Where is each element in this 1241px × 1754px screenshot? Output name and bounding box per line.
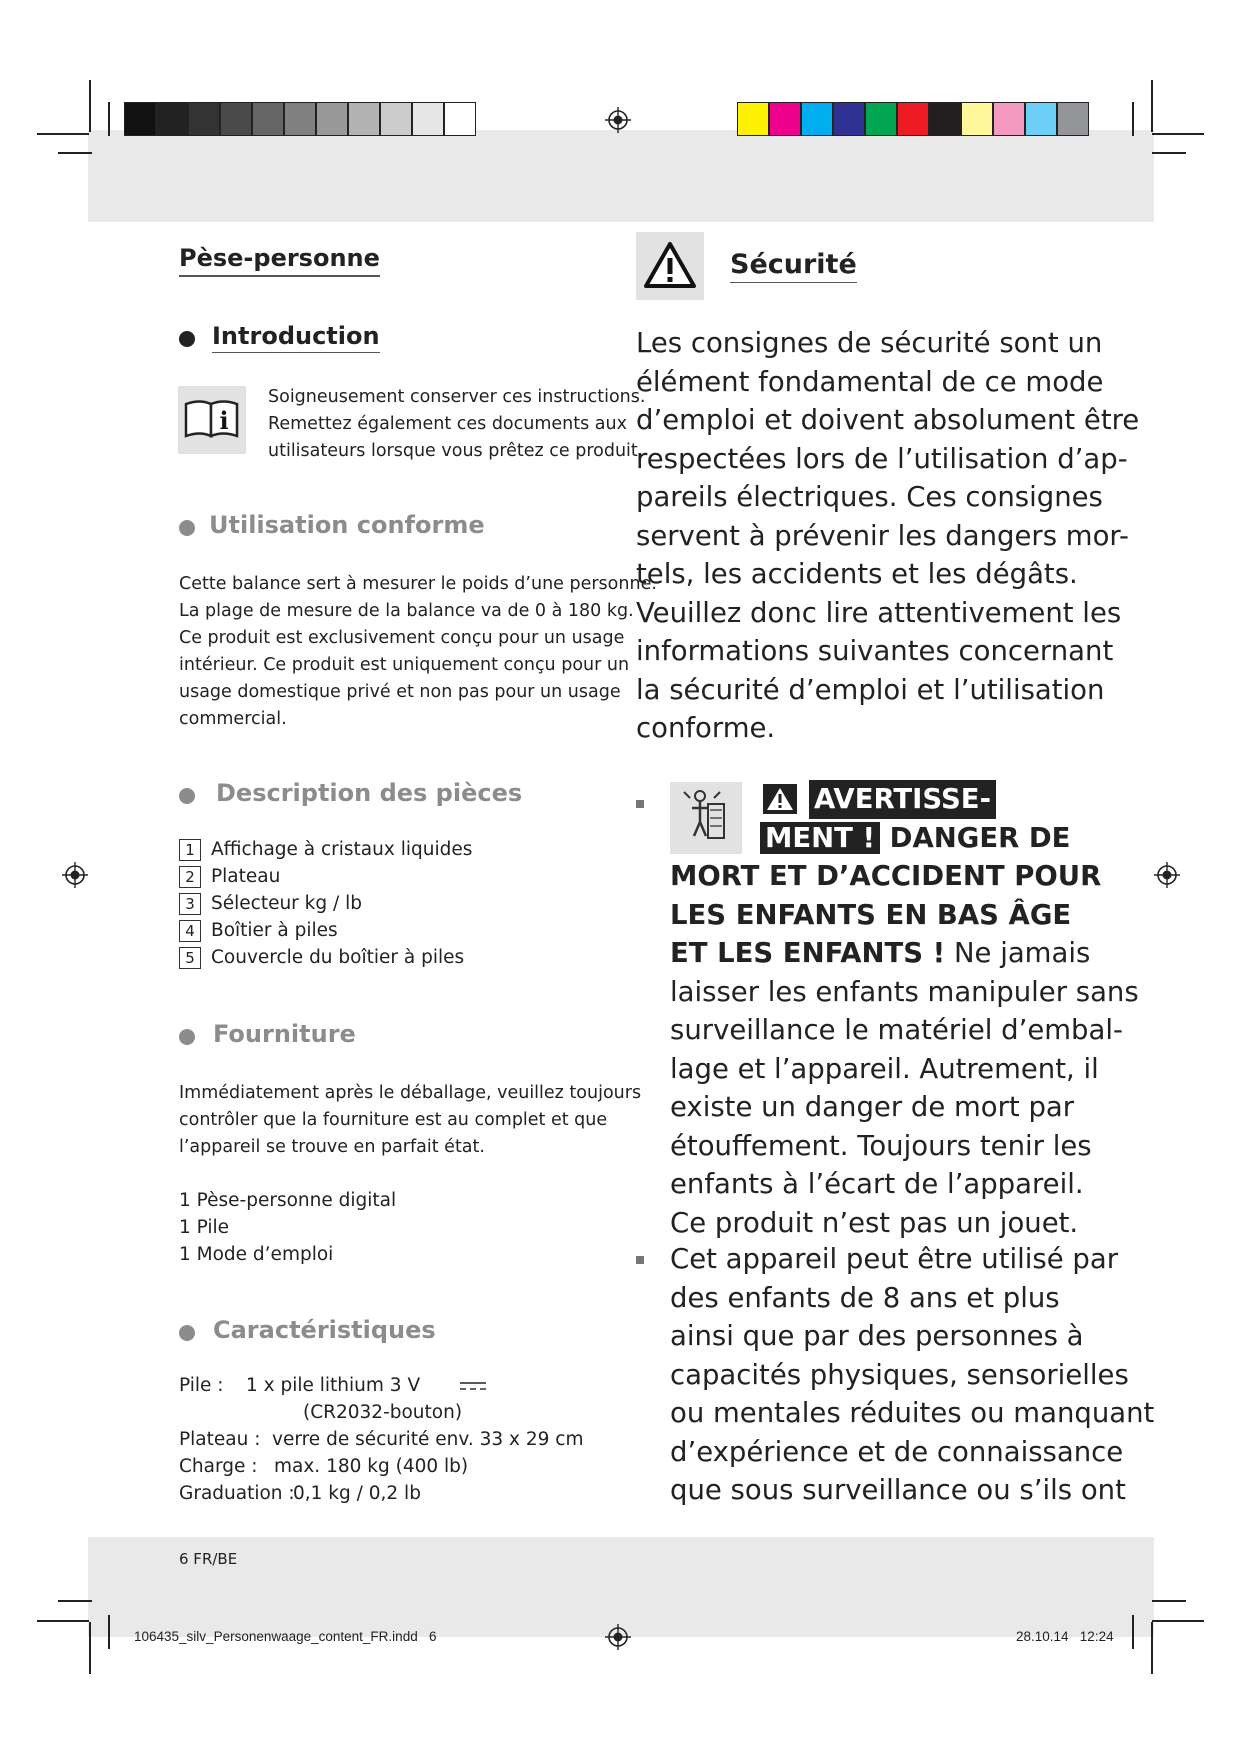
- color-swatch: [252, 102, 284, 136]
- text-line: usage domestique privé et non pas pour un usage: [179, 682, 621, 702]
- parts-list: [179, 836, 599, 971]
- intro-heading: Introduction: [212, 322, 380, 353]
- warning-heading-lines: [670, 857, 1110, 934]
- spec-value: 1 x pile lithium 3 V: [246, 1375, 421, 1396]
- part-label: Plateau: [211, 866, 281, 887]
- list-item: [179, 944, 599, 971]
- registration-mark-icon: [62, 862, 88, 888]
- footer-band: [88, 1537, 1154, 1637]
- crop-mark: [1152, 152, 1186, 154]
- color-swatch: [316, 102, 348, 136]
- crop-mark: [1151, 80, 1153, 132]
- info-book-icon: [178, 386, 246, 454]
- text-line: capacités physiques, sensorielles: [670, 1358, 1129, 1391]
- children-use-text: [670, 1240, 1155, 1510]
- color-swatch: [865, 102, 897, 136]
- spec-value: verre de sécurité env. 33 x 29 cm: [272, 1429, 584, 1450]
- text-line: enfants à l’écart de l’appareil.: [670, 1168, 1084, 1200]
- text-line: laisser les enfants manipuler sans: [670, 975, 1139, 1008]
- safety-heading: Sécurité: [730, 249, 857, 283]
- text-line: Ce produit est exclusivement conçu pour un usage: [179, 628, 625, 648]
- text-line: l’appareil se trouve en parfait état.: [179, 1137, 485, 1157]
- bullet-icon: [179, 1029, 195, 1045]
- part-number-badge: 4: [179, 920, 201, 942]
- spec-label: Graduation :: [179, 1483, 295, 1504]
- color-swatch: [1057, 102, 1089, 136]
- part-number-badge: 3: [179, 893, 201, 915]
- color-swatch: [769, 102, 801, 136]
- color-swatch: [156, 102, 188, 136]
- text-line: commercial.: [179, 709, 287, 729]
- color-swatch: [348, 102, 380, 136]
- spec-label: Plateau :: [179, 1429, 261, 1450]
- text-line: lage et l’appareil. Autrement, il: [670, 1052, 1099, 1085]
- color-swatch: [929, 102, 961, 136]
- warning-label: AVERTISSE-: [809, 780, 996, 819]
- text-line: étouffement. Toujours tenir les: [670, 1129, 1092, 1162]
- part-label: Sélecteur kg / lb: [211, 893, 362, 914]
- part-label: Couvercle du boîtier à piles: [211, 947, 465, 968]
- bullet-icon: [179, 788, 195, 804]
- crop-mark: [58, 1600, 92, 1602]
- color-swatch: [444, 102, 476, 136]
- text-line: pareils électriques. Ces consignes: [636, 481, 1103, 513]
- part-number-badge: 5: [179, 947, 201, 969]
- crop-mark: [1152, 1600, 1186, 1602]
- specs-heading: Caractéristiques: [213, 1316, 436, 1344]
- text-line: existe un danger de mort par: [670, 1091, 1075, 1123]
- text-line: que sous surveillance ou s’ils ont: [670, 1474, 1126, 1506]
- color-swatch: [1025, 102, 1057, 136]
- text-line: La plage de mesure de la balance va de 0 à 180 kg.: [179, 601, 634, 621]
- text-line: Immédiatement après le déballage, veuillez toujours: [179, 1083, 642, 1103]
- spec-label: Pile :: [179, 1375, 224, 1396]
- svg-text:i: i: [219, 406, 229, 435]
- text-line: intérieur. Ce produit est uniquement conçu pour un: [179, 655, 630, 675]
- part-label: Boîtier à piles: [211, 920, 338, 941]
- color-swatch: [961, 102, 993, 136]
- usage-heading: Utilisation conforme: [209, 511, 485, 539]
- spec-value: 0,1 kg / 0,2 lb: [293, 1483, 421, 1504]
- color-swatch: [833, 102, 865, 136]
- color-swatch-bar: [737, 102, 1089, 138]
- text-line: d’emploi et doivent absolument être: [636, 404, 1140, 436]
- bullet-icon: [179, 331, 195, 347]
- warning-triangle-icon: [636, 232, 704, 300]
- part-number-badge: 2: [179, 866, 201, 888]
- warning-text-lines: [670, 973, 1139, 1243]
- warning-heading-line: MORT ET D’ACCIDENT POUR: [670, 860, 1102, 892]
- list-item: 1 Pèse-personne digital: [179, 1190, 397, 1211]
- warning-heading: DANGER DE: [889, 821, 1071, 854]
- spec-label: Charge :: [179, 1456, 258, 1477]
- text-line: la sécurité d’emploi et l’utilisation: [636, 673, 1105, 706]
- color-swatch: [380, 102, 412, 136]
- spec-value: max. 180 kg (400 lb): [274, 1456, 469, 1477]
- crop-mark: [108, 102, 110, 136]
- crop-mark: [1132, 1615, 1134, 1649]
- text-line: Soigneusement conserver ces instructions.: [268, 387, 646, 407]
- text-line: contrôler que la fourniture est au complet et que: [179, 1110, 608, 1130]
- color-swatch: [737, 102, 769, 136]
- color-swatch: [188, 102, 220, 136]
- list-item: 1 Pile: [179, 1217, 230, 1238]
- crop-mark: [1152, 133, 1204, 135]
- intro-text: [268, 384, 646, 465]
- text-line: d’expérience et de connaissance: [670, 1435, 1124, 1468]
- file-slug: 106435_silv_Personenwaage_content_FR.indd 6: [134, 1629, 437, 1644]
- text-line: Remettez également ces documents aux: [268, 414, 627, 434]
- warning-text: Ne jamais: [945, 937, 1091, 969]
- color-swatch: [124, 102, 156, 136]
- page-number: 6 FR/BE: [179, 1550, 238, 1568]
- crop-mark: [37, 1620, 89, 1622]
- specs-table: [179, 1372, 619, 1507]
- header-band: [88, 130, 1154, 222]
- dc-symbol-icon: [460, 1381, 486, 1391]
- warning-heading: ET LES ENFANTS !: [670, 937, 946, 969]
- crop-mark: [1152, 1620, 1204, 1622]
- list-item: [179, 917, 599, 944]
- color-swatch: [993, 102, 1025, 136]
- part-number-badge: 1: [179, 839, 201, 861]
- supply-items: [179, 1187, 579, 1268]
- text-line: servent à prévenir les dangers mor-: [636, 519, 1129, 552]
- registration-mark-icon: [1154, 862, 1180, 888]
- crop-mark: [89, 80, 91, 132]
- part-label: Affichage à cristaux liquides: [211, 839, 473, 860]
- list-bullet-icon: [636, 800, 644, 808]
- bullet-icon: [179, 520, 195, 536]
- crop-mark: [58, 152, 92, 154]
- list-item: [179, 836, 599, 863]
- crop-mark: [1151, 1622, 1153, 1674]
- list-bullet-icon: [636, 1256, 644, 1264]
- text-line: Cet appareil peut être utilisé par: [670, 1243, 1119, 1275]
- text-line: informations suivantes concernant: [636, 635, 1114, 667]
- crop-mark: [89, 1622, 91, 1674]
- parts-heading: Description des pièces: [216, 779, 523, 807]
- warning-label-icon: [763, 784, 797, 814]
- text-line: respectées lors de l’utilisation d’ap-: [636, 442, 1128, 475]
- registration-mark-icon: [605, 107, 631, 133]
- text-line: tels, les accidents et les dégâts.: [636, 558, 1078, 590]
- color-swatch: [220, 102, 252, 136]
- text-line: conforme.: [636, 712, 776, 744]
- color-swatch: [284, 102, 316, 136]
- print-timestamp: 28.10.14 12:24: [1016, 1629, 1114, 1644]
- bullet-icon: [179, 1325, 195, 1341]
- supply-text: [179, 1080, 642, 1161]
- list-item: 1 Mode d’emploi: [179, 1244, 334, 1265]
- text-line: Ce produit n’est pas un jouet.: [670, 1206, 1079, 1239]
- text-line: surveillance le matériel d’embal-: [670, 1014, 1123, 1046]
- crop-mark: [108, 1615, 110, 1649]
- list-item: [179, 890, 599, 917]
- usage-text: [179, 571, 657, 733]
- crop-mark: [1132, 102, 1134, 136]
- color-swatch: [412, 102, 444, 136]
- warning-block: [670, 780, 1139, 1242]
- supply-heading: Fourniture: [213, 1020, 356, 1048]
- safety-intro-text: [636, 324, 1140, 748]
- text-line: Cette balance sert à mesurer le poids d’une personne.: [179, 574, 657, 594]
- color-swatch: [801, 102, 833, 136]
- crop-mark: [37, 133, 89, 135]
- text-line: utilisateurs lorsque vous prêtez ce produit.: [268, 441, 644, 461]
- page-title: Pèse-personne: [179, 244, 380, 277]
- gray-swatch-bar: [124, 102, 476, 138]
- text-line: des enfants de 8 ans et plus: [670, 1281, 1060, 1314]
- registration-mark-icon: [605, 1624, 631, 1650]
- text-line: Les consignes de sécurité sont un: [636, 327, 1103, 359]
- spec-value: (CR2032-bouton): [303, 1402, 463, 1423]
- color-swatch: [897, 102, 929, 136]
- list-item: [179, 863, 599, 890]
- text-line: élément fondamental de ce mode: [636, 365, 1104, 398]
- warning-label: MENT !: [760, 822, 880, 854]
- text-line: ou mentales réduites ou manquant: [670, 1397, 1155, 1429]
- warning-heading-line: LES ENFANTS EN BAS ÂGE: [670, 898, 1072, 931]
- text-line: Veuillez donc lire attentivement les: [636, 596, 1122, 629]
- text-line: ainsi que par des personnes à: [670, 1320, 1084, 1352]
